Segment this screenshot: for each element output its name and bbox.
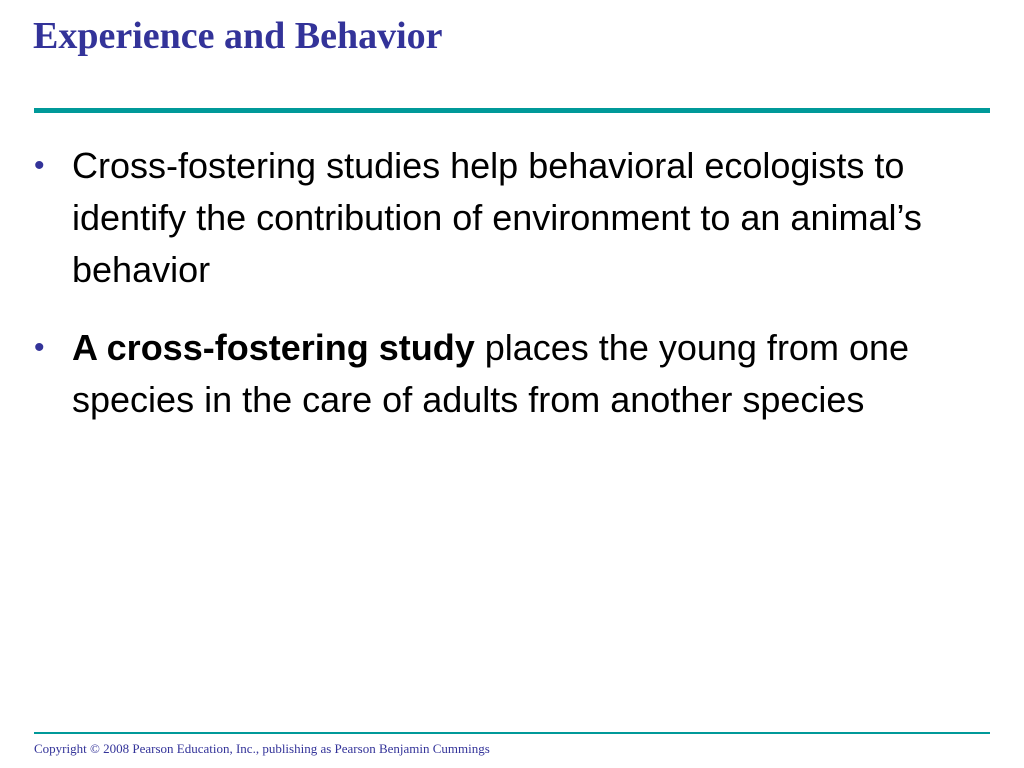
bullet-icon: • [34, 149, 45, 182]
title-divider [34, 108, 990, 113]
bullet-list [34, 140, 934, 426]
bullet-text: Cross-fostering studies help behavioral ecologists to identify the contribution of environment to an animal’s behavior [72, 145, 922, 290]
bullet-bold-term: A cross-fostering study [72, 327, 475, 368]
bullet-item [34, 322, 934, 426]
copyright-footer: Copyright © 2008 Pearson Education, Inc., publishing as Pearson Benjamin Cummings [34, 741, 490, 756]
bullet-icon: • [34, 331, 45, 364]
bullet-text: places the young from one species in the care of adults from another species [72, 327, 910, 420]
slide-title: Experience and Behavior [33, 15, 443, 57]
bullet-item [34, 140, 934, 296]
footer-divider [34, 732, 990, 734]
